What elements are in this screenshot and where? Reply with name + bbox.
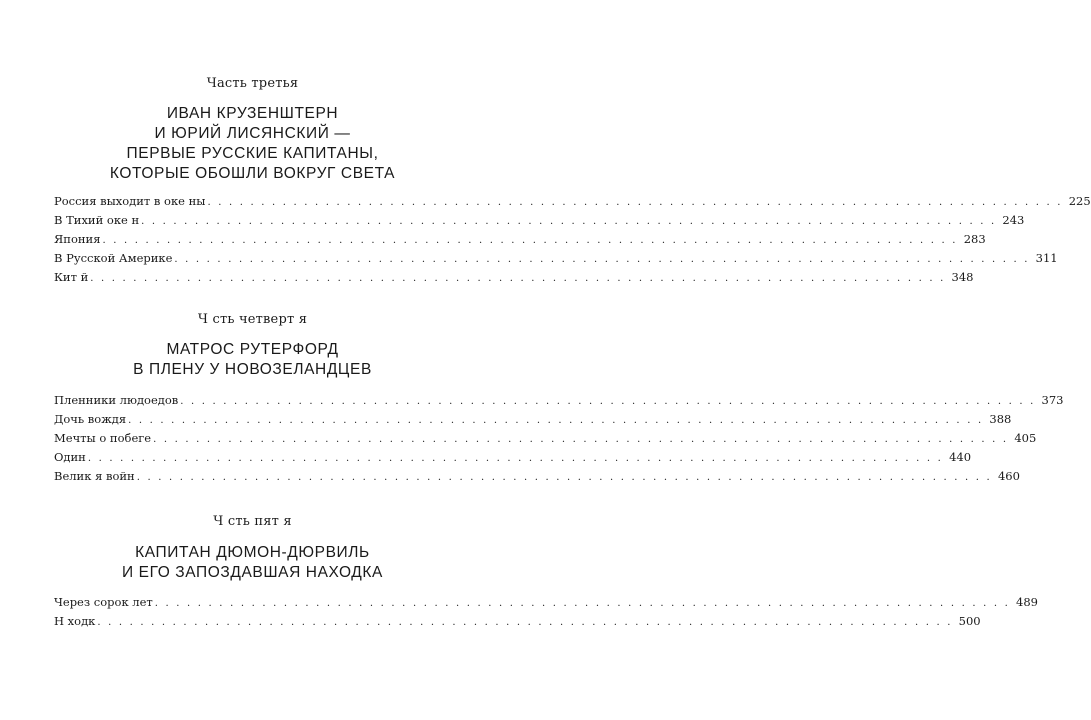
part-5-title xyxy=(40,543,465,583)
toc-entry[interactable] xyxy=(54,410,1012,429)
toc-leader-dots: . . . . . . . . . . . . . . . . . . . . . . . . . . . . . . . . . . . . . . . . . . . . . . . . . . . . . . . . . . . . . . . . . . . . . . . . . . . . . . . . xyxy=(141,216,997,227)
toc-entry[interactable] xyxy=(54,448,972,467)
toc-entry-page: 440 xyxy=(949,450,972,464)
part-5-label: Ч сть пят я xyxy=(213,514,292,529)
toc-entry-page: 243 xyxy=(1002,213,1025,227)
toc-leader-dots: . . . . . . . . . . . . . . . . . . . . . . . . . . . . . . . . . . . . . . . . . . . . . . . . . . . . . . . . . . . . . . . . . . . . . . . . . . . . . . . . xyxy=(90,273,946,284)
toc-entry-title: Пленники людоедов xyxy=(54,393,179,407)
toc-leader-dots: . . . . . . . . . . . . . . . . . . . . . . . . . . . . . . . . . . . . . . . . . . . . . . . . . . . . . . . . . . . . . . . . . . . . . . . . . . . . . . . . xyxy=(128,415,984,426)
part-5-title-line: КАПИТАН ДЮМОН-ДЮРВИЛЬ xyxy=(135,544,370,561)
toc-leader-dots: . . . . . . . . . . . . . . . . . . . . . . . . . . . . . . . . . . . . . . . . . . . . . . . . . . . . . . . . . . . . . . . . . . . . . . . . . . . . . . . . xyxy=(180,396,1036,407)
toc-leader-dots: . . . . . . . . . . . . . . . . . . . . . . . . . . . . . . . . . . . . . . . . . . . . . . . . . . . . . . . . . . . . . . . . . . . . . . . . . . . . . . . . xyxy=(207,197,1063,208)
toc-entry[interactable] xyxy=(54,192,1091,211)
part-4-toc xyxy=(54,391,1064,486)
part-5-title-line: И ЕГО ЗАПОЗДАВШАЯ НАХОДКА xyxy=(122,564,383,581)
toc-entry[interactable] xyxy=(54,230,986,249)
part-5-toc xyxy=(54,593,1038,631)
toc-leader-dots: . . . . . . . . . . . . . . . . . . . . . . . . . . . . . . . . . . . . . . . . . . . . . . . . . . . . . . . . . . . . . . . . . . . . . . . . . . . . . . . . xyxy=(154,598,1010,609)
toc-entry-title: Дочь вождя xyxy=(54,412,127,426)
part-3-title xyxy=(40,104,465,184)
toc-entry-page: 373 xyxy=(1041,393,1064,407)
toc-entry-title: Япония xyxy=(54,232,101,246)
part-4-title-line: В ПЛЕНУ У НОВОЗЕЛАНДЦЕВ xyxy=(133,361,372,378)
toc-entry-title: Один xyxy=(54,450,86,464)
toc-entry-title: Н ходк xyxy=(54,614,96,628)
toc-leader-dots: . . . . . . . . . . . . . . . . . . . . . . . . . . . . . . . . . . . . . . . . . . . . . . . . . . . . . . . . . . . . . . . . . . . . . . . . . . . . . . . . xyxy=(174,254,1030,265)
toc-entry-page: 405 xyxy=(1014,431,1037,445)
toc-entry[interactable] xyxy=(54,268,974,287)
toc-entry-title: Велик я войн xyxy=(54,469,135,483)
toc-entry-page: 225 xyxy=(1068,194,1091,208)
toc-entry-page: 283 xyxy=(963,232,986,246)
part-3-label: Часть третья xyxy=(206,76,299,91)
toc-entry-page: 500 xyxy=(958,614,981,628)
toc-entry-page: 489 xyxy=(1016,595,1038,609)
part-3-title-line: И ЮРИЙ ЛИСЯНСКИЙ — xyxy=(154,125,351,142)
toc-entry[interactable] xyxy=(54,593,1038,612)
toc-leader-dots: . . . . . . . . . . . . . . . . . . . . . . . . . . . . . . . . . . . . . . . . . . . . . . . . . . . . . . . . . . . . . . . . . . . . . . . . . . . . . . . . xyxy=(87,453,944,464)
toc-entry-page: 388 xyxy=(989,412,1012,426)
part-4-title xyxy=(40,340,465,380)
toc-leader-dots: . . . . . . . . . . . . . . . . . . . . . . . . . . . . . . . . . . . . . . . . . . . . . . . . . . . . . . . . . . . . . . . . . . . . . . . . . . . . . . . . xyxy=(153,434,1009,445)
toc-entry-title: В Тихий оке н xyxy=(54,213,140,227)
toc-entry[interactable] xyxy=(54,612,981,631)
part-3-title-line: КОТОРЫЕ ОБОШЛИ ВОКРУГ СВЕТА xyxy=(109,165,396,182)
toc-entry[interactable] xyxy=(54,429,1037,448)
toc-leader-dots: . . . . . . . . . . . . . . . . . . . . . . . . . . . . . . . . . . . . . . . . . . . . . . . . . . . . . . . . . . . . . . . . . . . . . . . . . . . . . . . . xyxy=(97,617,953,628)
part-3-title-line: ПЕРВЫЕ РУССКИЕ КАПИТАНЫ, xyxy=(126,145,379,162)
toc-entry[interactable] xyxy=(54,249,1058,268)
toc-leader-dots: . . . . . . . . . . . . . . . . . . . . . . . . . . . . . . . . . . . . . . . . . . . . . . . . . . . . . . . . . . . . . . . . . . . . . . . . . . . . . . . . xyxy=(102,235,958,246)
toc-entry-title: Кит й xyxy=(54,270,89,284)
part-4-label: Ч сть четверт я xyxy=(197,312,308,327)
toc-entry-title: Мечты о побеге xyxy=(54,431,152,445)
toc-leader-dots: . . . . . . . . . . . . . . . . . . . . . . . . . . . . . . . . . . . . . . . . . . . . . . . . . . . . . . . . . . . . . . . . . . . . . . . . . . . . . . . . xyxy=(136,472,992,483)
toc-entry-title: Россия выходит в оке ны xyxy=(54,194,206,208)
toc-entry[interactable] xyxy=(54,211,1025,230)
toc-entry-page: 311 xyxy=(1035,251,1058,265)
toc-entry-page: 348 xyxy=(951,270,974,284)
toc-entry[interactable] xyxy=(54,467,1020,486)
toc-entry[interactable] xyxy=(54,391,1064,410)
part-3-toc xyxy=(54,192,1091,287)
part-4-title-line: МАТРОС РУТЕРФОРД xyxy=(166,341,339,358)
toc-entry-page: 460 xyxy=(997,469,1020,483)
part-3-title-line: ИВАН КРУЗЕНШТЕРН xyxy=(166,105,339,122)
toc-entry-title: Через сорок лет xyxy=(54,595,153,609)
toc-entry-title: В Русской Америке xyxy=(54,251,173,265)
